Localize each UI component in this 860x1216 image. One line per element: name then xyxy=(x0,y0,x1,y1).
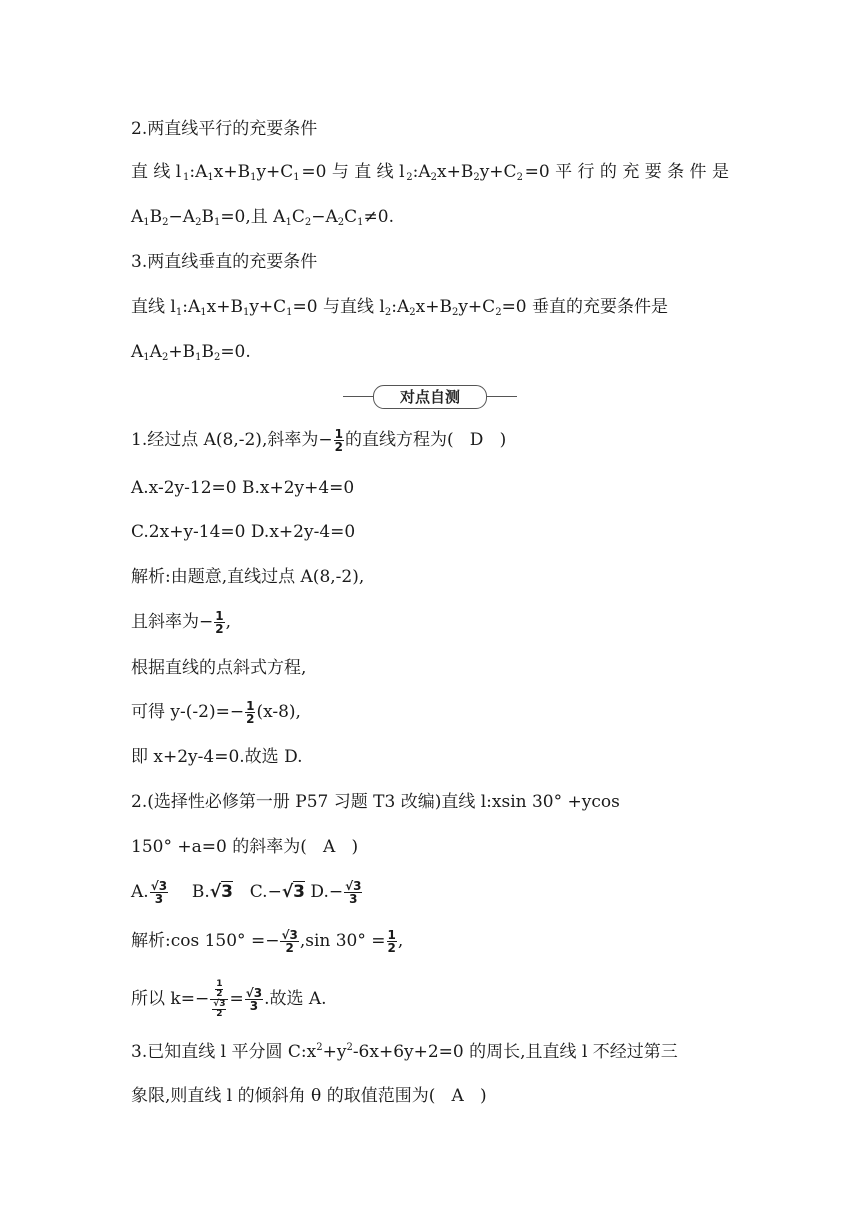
fraction-one-half: $\frac{1}{2}$ xyxy=(387,928,396,955)
fraction-one-half: $\frac{1}{2}$ xyxy=(334,427,343,454)
question-1-options-ab: A.x-2y-12=0 B.x+2y+4=0 xyxy=(131,478,355,498)
question-1-options-cd: C.2x+y-14=0 D.x+2y-4=0 xyxy=(131,522,356,542)
fraction-root3-over-3: $\frac{√3}{3}$ xyxy=(245,986,263,1013)
sqrt-3: √3 xyxy=(281,882,306,902)
perpendicular-condition-line-2: $A_1A_2+B_1B_2=0$. xyxy=(131,342,251,363)
fraction-root3-over-2: $\frac{√3}{2}$ xyxy=(281,928,298,955)
question-2-solution-2: 所以 k=− $\frac{\frac{1}{2}}{\frac{√3}{2}}$ = $\frac{√3}{3}$ .故选 A. xyxy=(131,979,327,1019)
perpendicular-condition-line-1: 直线 $l_1:A_1x+B_1y+C_1=0$ 与直线 $l_2:A_2x+B_2y+C_2=0$ 垂直的充要条件是 xyxy=(131,297,669,318)
complex-fraction: $\frac{\frac{1}{2}}{\frac{√3}{2}}$ xyxy=(210,980,228,1019)
question-2-options: A. $\frac{√3}{3}$ B.√3 C.−√3 D.− $\frac{√3}{3}$ xyxy=(131,879,362,906)
parallel-condition-line-1: 直 线 l $_1:A_1x+B_1y+C_1$ =0 与 直 线 l $_2:A_2x+B_2y+C_2$ =0 平 行 的 充 要 条 件 是 xyxy=(131,162,729,183)
fraction-root3-over-3: $\frac{√3}{3}$ xyxy=(345,879,362,906)
question-3-stem-1: 3.已知直线 l 平分圆 $C:x^2+y^2-6x+6y+2=0$ 的周长,且直线 l 不经过第三 xyxy=(131,1042,678,1062)
fraction-root3-over-3: $\frac{√3}{3}$ xyxy=(150,879,168,906)
self-test-banner xyxy=(343,384,517,410)
question-1-solution-1: 解析:由题意,直线过点 A(8,-2), xyxy=(131,567,365,587)
section-3-title: 3.两直线垂直的充要条件 xyxy=(131,252,318,272)
question-2-stem-2: 150° +a=0 的斜率为( A ) xyxy=(131,837,359,857)
question-2-solution-1: 解析:cos 150° =− $\frac{√3}{2}$ ,sin 30° = $\frac{1}{2}$ , xyxy=(131,928,404,955)
question-2-stem-1: 2.(选择性必修第一册 P57 习题 T3 改编)直线 l:xsin 30° +ycos xyxy=(131,792,620,812)
question-3-stem-2: 象限,则直线 l 的倾斜角 θ 的取值范围为( A ) xyxy=(131,1086,487,1106)
question-1-solution-5: 即 x+2y-4=0.故选 D. xyxy=(131,747,303,767)
question-1-solution-2: 且斜率为− $\frac{1}{2}$ , xyxy=(131,609,232,636)
sqrt-3: √3 xyxy=(209,882,233,902)
banner-label: 对点自测 xyxy=(373,385,487,409)
fraction-one-half: $\frac{1}{2}$ xyxy=(246,699,255,726)
question-1-solution-3: 根据直线的点斜式方程, xyxy=(131,658,307,678)
banner-rule-left xyxy=(343,396,375,397)
question-1-stem: 1.经过点 A(8,-2),斜率为− $\frac{1}{2}$ 的直线方程为( D ) xyxy=(131,427,507,454)
question-1-solution-4: 可得 y-(-2)=− $\frac{1}{2}$ (x-8), xyxy=(131,699,301,726)
text-segment: 直 线 l xyxy=(131,162,182,182)
banner-rule-right xyxy=(485,396,517,397)
section-2-title: 2.两直线平行的充要条件 xyxy=(131,119,318,139)
fraction-one-half: $\frac{1}{2}$ xyxy=(215,609,224,636)
parallel-condition-line-2: $A_1B_2-A_2B_1=0$,且 $A_1C_2-A_2C_1\ne 0$. xyxy=(131,207,394,228)
